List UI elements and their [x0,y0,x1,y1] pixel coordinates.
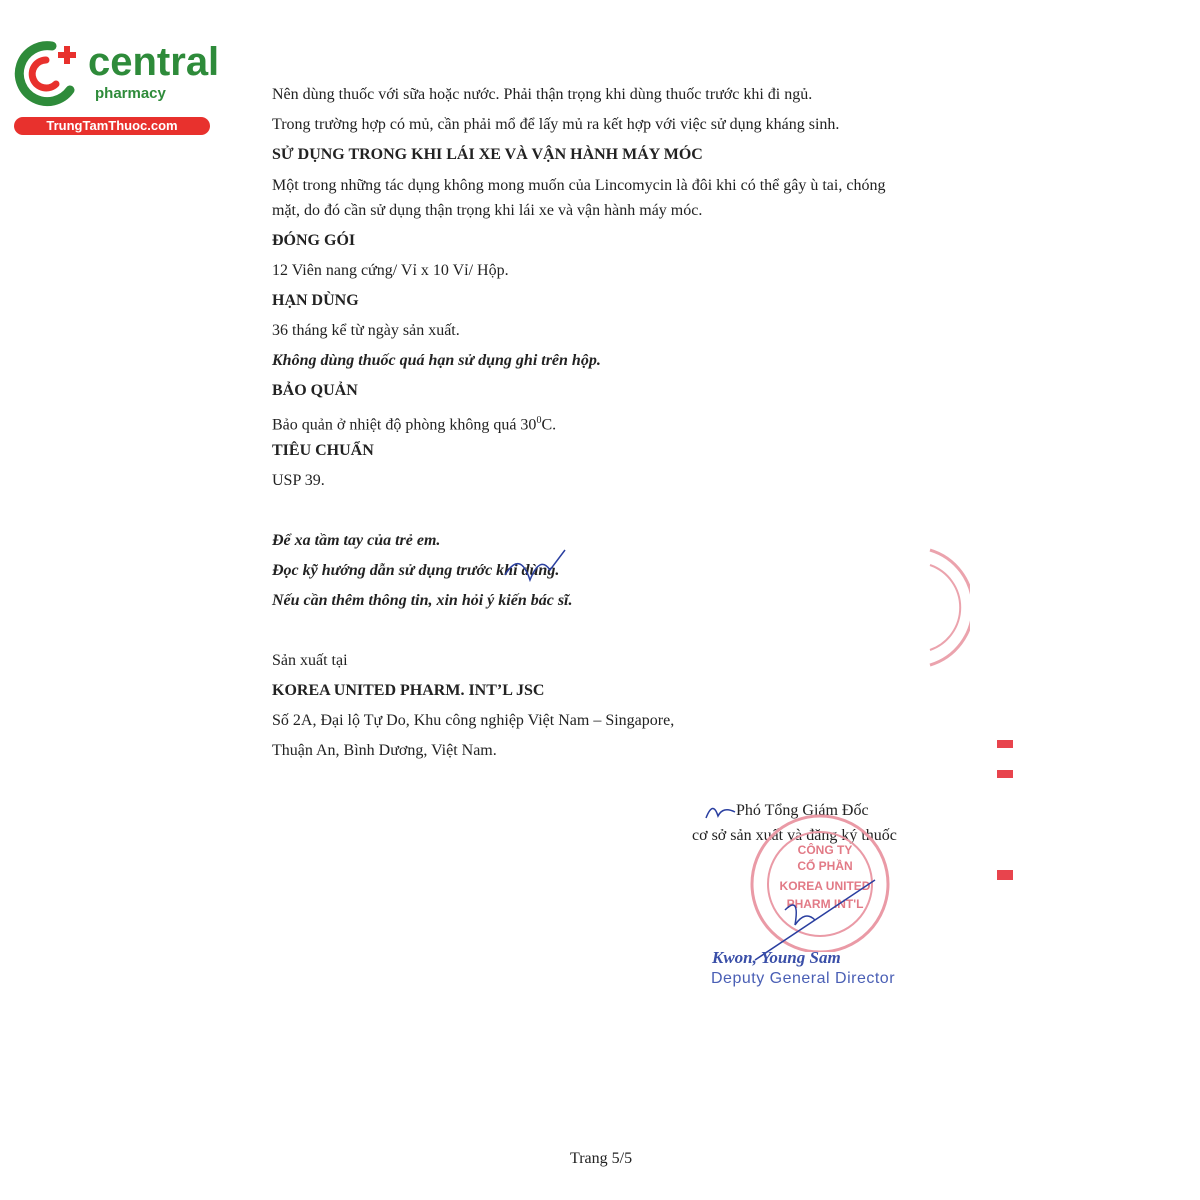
stamp-text: CỔ PHẦN [797,859,853,873]
section-heading: HẠN DÙNG [272,292,359,309]
section-heading: ĐÓNG GÓI [272,232,356,249]
signature-title: Phó Tổng Giám Đốc [736,802,869,819]
storage-unit: C. [541,416,557,434]
section-heading: SỬ DỤNG TRONG KHI LÁI XE VÀ VẬN HÀNH MÁY MÓC [272,146,703,163]
section-heading: BẢO QUẢN [272,382,358,399]
text-line: Một trong những tác dụng không mong muốn của Lincomycin là đôi khi có thể gây ù tai, chóng [272,177,886,194]
logo-site-badge: TrungTamThuoc.com [14,117,210,135]
text-line: Nên dùng thuốc với sữa hoặc nước. Phải thận trọng khi dùng thuốc trước khi đi ngủ. [272,86,813,103]
storage-text: Bảo quản ở nhiệt độ phòng không quá 30 [272,416,537,434]
edge-mark-icon [995,740,1017,890]
text-line: 12 Viên nang cứng/ Vỉ x 10 Vỉ/ Hộp. [272,262,509,279]
stamp-text: KOREA UNITED [779,879,871,893]
company-name: KOREA UNITED PHARM. INT’L JSC [272,682,545,699]
logo-sub-text: pharmacy [95,85,166,102]
section-heading: TIÊU CHUẨN [272,442,374,459]
text-line: Sản xuất tại [272,652,348,669]
initial-mark-icon [703,800,738,822]
partial-stamp-icon [925,545,970,670]
warning-line: Đọc kỹ hướng dẫn sử dụng trước khi dùng. [272,562,560,579]
text-line: USP 39. [272,472,325,489]
logo-brand-text: central [88,40,220,84]
page-number: Trang 5/5 [570,1150,633,1167]
signatory-role: Deputy General Director [711,970,896,987]
text-line: mặt, do đó cần sử dụng thận trọng khi lái xe và vận hành máy móc. [272,202,703,219]
stamp-text: PHARM INT'L [786,897,864,911]
signatory-name: Kwon, Young Sam [712,948,841,967]
warning-line: Để xa tầm tay của trẻ em. [272,532,441,549]
text-line: Trong trường hợp có mủ, cần phải mổ để lấy mủ ra kết hợp với việc sử dụng kháng sinh. [272,116,840,133]
text-line: 36 tháng kể từ ngày sản xuất. [272,322,460,339]
address-line: Thuận An, Bình Dương, Việt Nam. [272,742,497,759]
logo-mark-icon [10,38,90,108]
address-line: Số 2A, Đại lộ Tự Do, Khu công nghiệp Việt Nam – Singapore, [272,712,675,729]
storage-superscript: 0 [536,415,542,426]
initial-scribble-icon [500,545,570,590]
stamp-text: CÔNG TY [797,843,853,857]
signature-subtitle: cơ sở sản xuất và đăng ký thuốc [692,827,897,844]
text-line-emphasis: Không dùng thuốc quá hạn sử dụng ghi trên hộp. [272,352,601,369]
warning-line: Nếu cần thêm thông tin, xin hỏi ý kiến bác sĩ. [272,592,573,609]
text-line-storage [272,411,556,435]
